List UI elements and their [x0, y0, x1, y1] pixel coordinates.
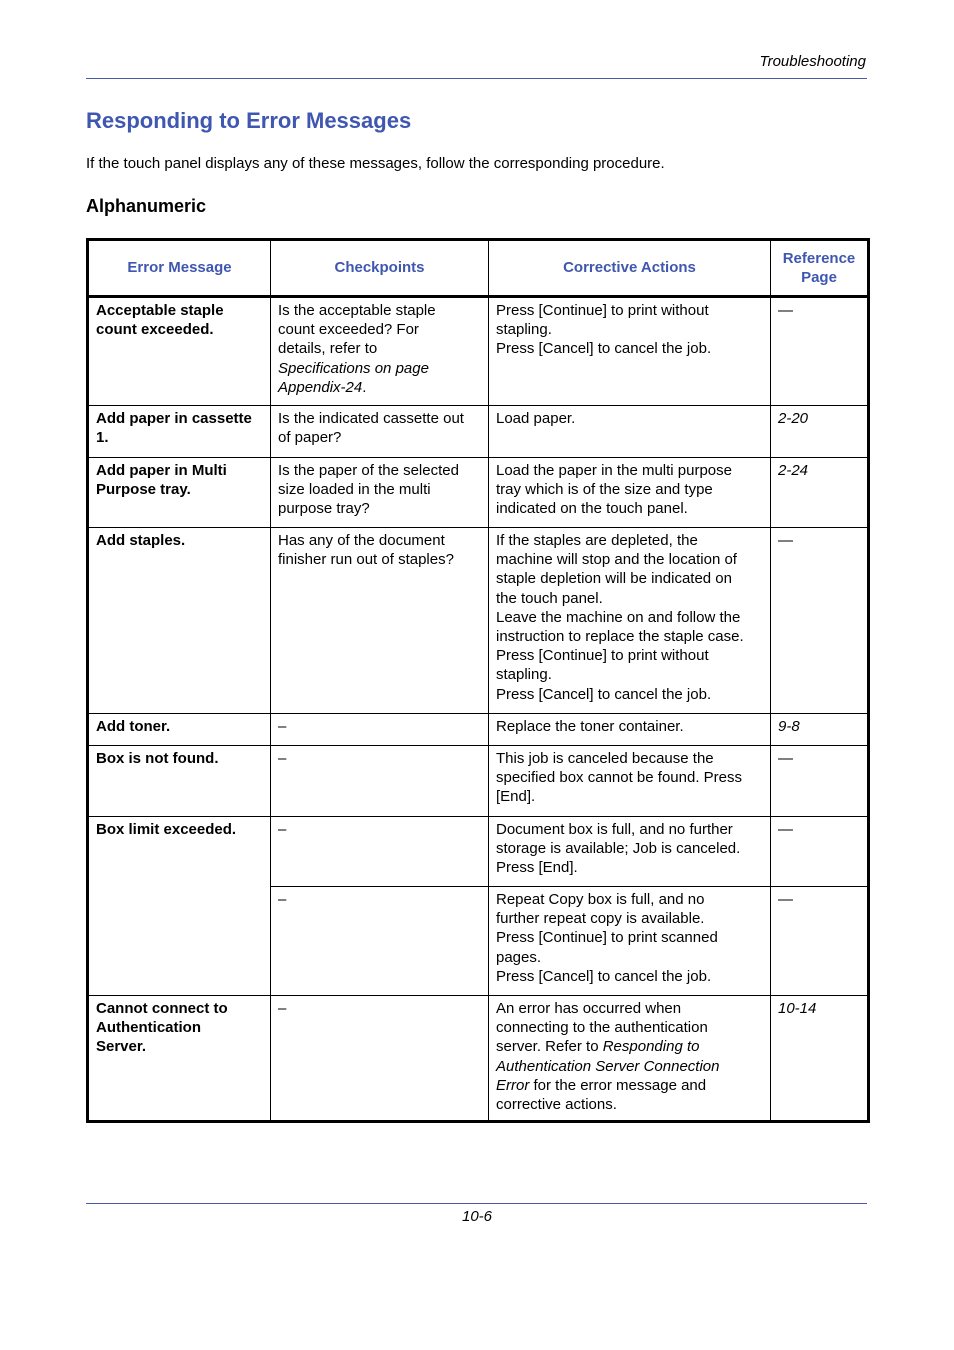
header-corrective-actions: Corrective Actions	[489, 240, 771, 297]
header-error-message: Error Message	[88, 240, 271, 297]
checkpoint-cell: –	[271, 996, 489, 1122]
corrective-action-cell: Load paper.	[489, 406, 771, 458]
checkpoint-cell: –	[271, 746, 489, 817]
corrective-action-cell: An error has occurred when connecting to the authentication server. Refer to Responding to Authentication Server Connection Error for the error message and corrective actions.	[489, 996, 771, 1122]
error-message-cell: Add toner.	[88, 714, 271, 746]
error-message-cell: Cannot connect to Authentication Server.	[88, 996, 271, 1122]
reference-page-cell: 2-20	[771, 406, 869, 458]
corrective-action-cell: Replace the toner container.	[489, 714, 771, 746]
error-messages-table	[86, 238, 870, 1123]
table-row	[88, 458, 869, 528]
checkpoint-cell: Is the paper of the selected size loaded in the multi purpose tray?	[271, 458, 489, 528]
table-row	[88, 406, 869, 458]
corrective-action-cell: Press [Continue] to print without stapling. Press [Cancel] to cancel the job.	[489, 297, 771, 406]
running-header: Troubleshooting	[759, 53, 866, 70]
checkpoint-cell: Is the acceptable staple count exceeded? For details, refer to Specifications on page Appendix-24.	[271, 297, 489, 406]
table-row	[88, 297, 869, 406]
intro-paragraph: If the touch panel displays any of these messages, follow the corresponding procedure.	[86, 155, 665, 172]
reference-page-cell: —	[771, 528, 869, 714]
reference-page-cell: —	[771, 887, 869, 996]
reference-page-cell: 2-24	[771, 458, 869, 528]
table-row	[88, 996, 869, 1122]
table-row	[88, 714, 869, 746]
error-message-cell: Add staples.	[88, 528, 271, 714]
error-message-cell: Box is not found.	[88, 746, 271, 817]
checkpoint-cell: –	[271, 714, 489, 746]
reference-page-cell: —	[771, 746, 869, 817]
table-header-row	[88, 240, 869, 297]
table-row	[88, 817, 869, 887]
table-row	[88, 746, 869, 817]
table-row	[88, 528, 869, 714]
checkpoint-cell: Is the indicated cassette out of paper?	[271, 406, 489, 458]
section-subheading: Alphanumeric	[86, 196, 207, 216]
checkpoint-cell: –	[271, 817, 489, 887]
error-message-cell: Acceptable staple count exceeded.	[88, 297, 271, 406]
corrective-action-cell: Load the paper in the multi purpose tray which is of the size and type indicated on the touch panel.	[489, 458, 771, 528]
checkpoint-cell: –	[271, 887, 489, 996]
page-title: Responding to Error Messages	[86, 108, 412, 133]
corrective-action-cell: If the staples are depleted, the machine will stop and the location of staple depletion will be indicated on the touch panel. Leave the machine on and follow the instruction to replace the staple case. Press [Continue] to print without stapling. Press [Cancel] to cancel the job.	[489, 528, 771, 714]
page-number: 10-6	[461, 1208, 493, 1225]
reference-page-cell: 9-8	[771, 714, 869, 746]
footer-rule	[86, 1203, 867, 1204]
error-message-cell: Add paper in cassette 1.	[88, 406, 271, 458]
header-reference-page: Reference Page	[771, 240, 869, 297]
error-message-cell: Add paper in Multi Purpose tray.	[88, 458, 271, 528]
reference-page-cell: 10-14	[771, 996, 869, 1122]
header-rule	[86, 78, 867, 79]
reference-page-cell: —	[771, 297, 869, 406]
corrective-action-cell: Document box is full, and no further storage is available; Job is canceled. Press [End].	[489, 817, 771, 887]
reference-page-cell: —	[771, 817, 869, 887]
corrective-action-cell: This job is canceled because the specified box cannot be found. Press [End].	[489, 746, 771, 817]
checkpoint-cell: Has any of the document finisher run out of staples?	[271, 528, 489, 714]
error-message-cell: Box limit exceeded.	[88, 817, 271, 996]
header-checkpoints: Checkpoints	[271, 240, 489, 297]
corrective-action-cell: Repeat Copy box is full, and no further repeat copy is available. Press [Continue] to print scanned pages. Press [Cancel] to cancel the job.	[489, 887, 771, 996]
